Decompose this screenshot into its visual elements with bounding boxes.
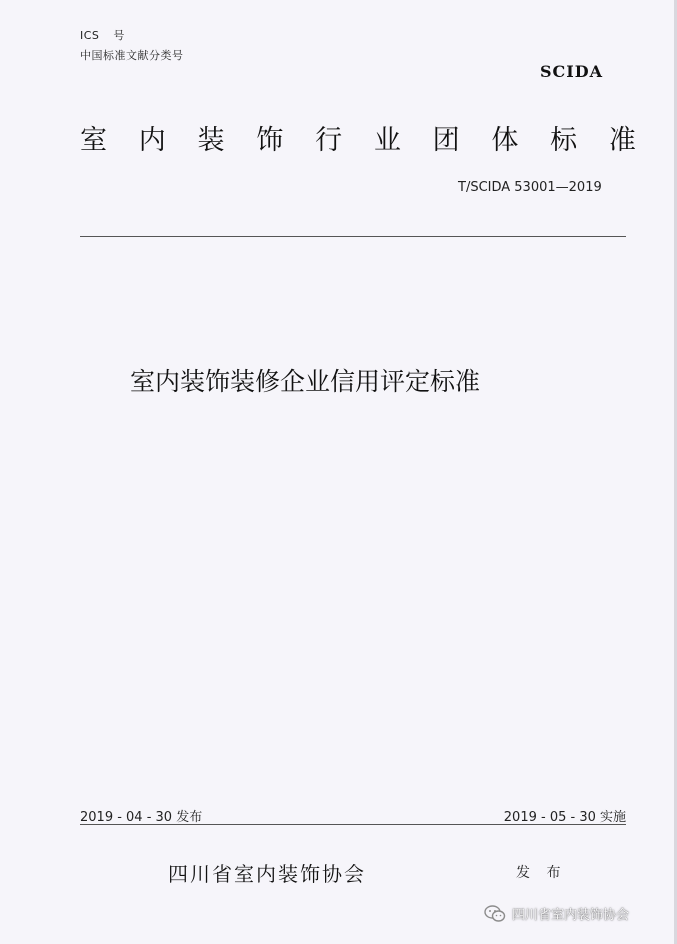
issuing-organization: 四川省室内装饰协会 (168, 862, 366, 886)
wechat-watermark (484, 904, 629, 923)
implementation-date: 2019 - 05 - 30 实施 (503, 810, 626, 825)
standard-number: T/SCIDA 53001—2019 (458, 180, 602, 195)
standard-category-heading (80, 118, 636, 157)
ics-number-label: 号 (113, 29, 125, 42)
brand-mark: SCIDA (540, 62, 604, 81)
ccs-classification-label: 中国标准文献分类号 (80, 49, 184, 62)
publish-label: 发 布 (516, 865, 567, 881)
heading-char: 内 (138, 125, 166, 156)
heading-char: 装 (197, 125, 225, 156)
ics-label: ICS (80, 29, 100, 42)
heading-char: 体 (491, 125, 519, 156)
heading-char: 团 (432, 125, 460, 156)
ics-code-line (80, 27, 125, 43)
issue-date: 2019 - 04 - 30 发布 (80, 810, 203, 825)
heading-char: 标 (550, 125, 578, 156)
heading-char: 饰 (256, 125, 284, 156)
footer-divider (80, 824, 626, 825)
heading-char: 业 (373, 125, 401, 156)
heading-char: 行 (315, 125, 343, 156)
document-title: 室内装饰装修企业信用评定标准 (130, 367, 481, 396)
heading-char: 准 (608, 125, 636, 156)
header-divider (80, 236, 626, 237)
wechat-icon (484, 905, 506, 923)
watermark-text: 四川省室内装饰协会 (512, 908, 630, 923)
heading-char: 室 (80, 125, 107, 156)
